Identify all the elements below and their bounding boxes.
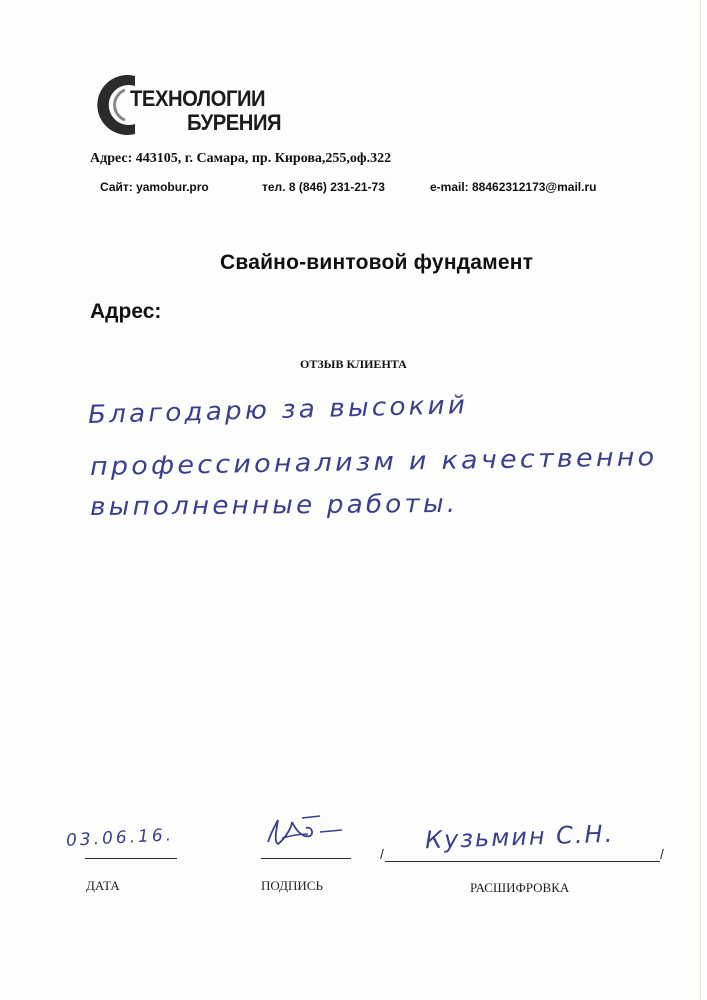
handwritten-date: 03.06.16. [65, 825, 175, 851]
decode-line [385, 861, 660, 862]
date-label: ДАТА [86, 878, 120, 893]
date-line [85, 858, 177, 859]
company-site: Сайт: yamobur.pro [100, 180, 209, 194]
review-text-line2: профессионализм и качественно [89, 442, 658, 481]
handwritten-signature [262, 812, 362, 857]
company-email: e-mail: 88462312173@mail.ru [430, 180, 597, 194]
bracket-left: / [380, 846, 384, 862]
company-address: Адрес: 443105, г. Самара, пр. Кирова,255,оф.322 [90, 151, 392, 166]
signature-label: ПОДПИСЬ [261, 878, 323, 893]
review-text-line3: выполненные работы. [89, 488, 459, 521]
review-heading: ОТЗЫВ КЛИЕНТА [300, 357, 407, 371]
bracket-right: / [660, 846, 664, 862]
address-label: Адрес: [90, 300, 162, 323]
logo-text-line1: ТЕХНОЛОГИИ [130, 86, 266, 111]
document-title: Свайно-винтовой фундамент [220, 251, 534, 274]
review-text-line1: Благодарю за высокий [87, 390, 469, 429]
company-logo [95, 70, 285, 140]
logo-text-line2: БУРЕНИЯ [187, 110, 282, 135]
handwritten-name: Кузьмин С.Н. [424, 819, 615, 855]
decode-label: РАСШИФРОВКА [470, 880, 570, 895]
page-edge [700, 0, 701, 1000]
signature-line [261, 858, 351, 859]
company-phone: тел. 8 (846) 231-21-73 [262, 180, 385, 194]
